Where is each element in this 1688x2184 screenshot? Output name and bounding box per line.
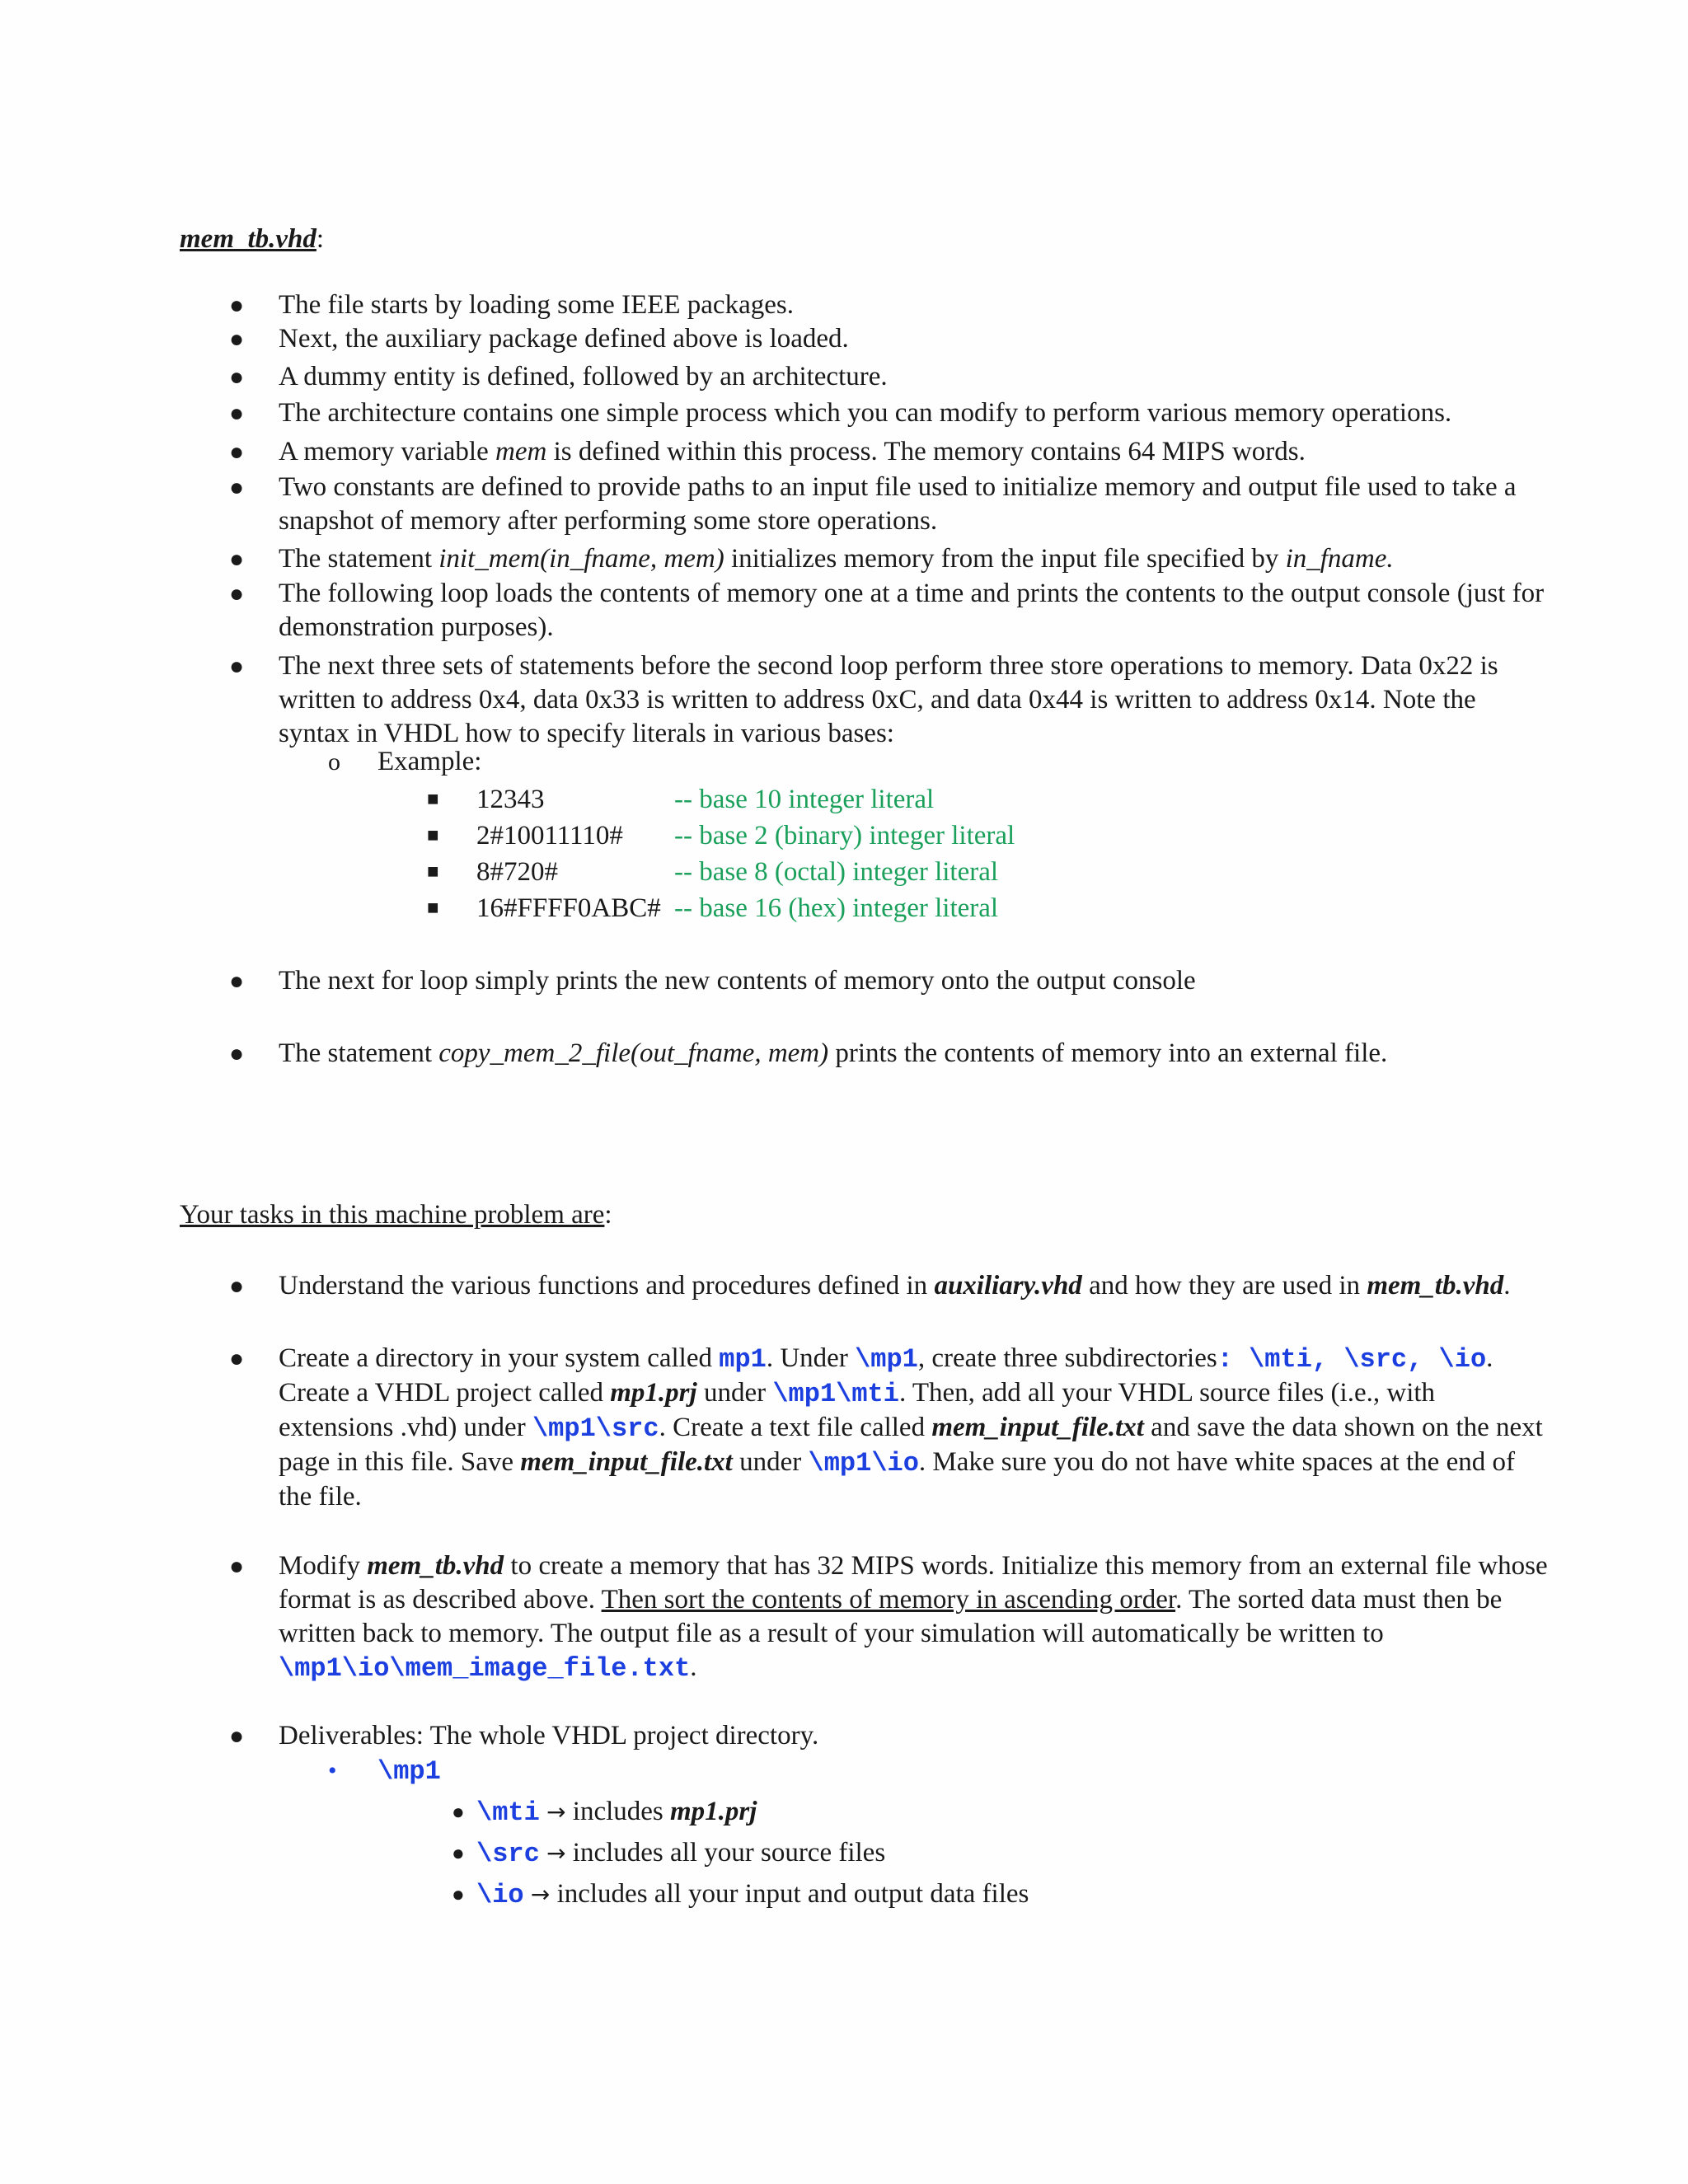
task-item: Create a directory in your system called mp1. Under \mp1, create three subdirectories: \mti, \src, \io. Create a VHDL project called mp1.prj under \mp1\mti. Then, add all your VHDL source files (i.e., with extensions .vhd) under \mp1\src. Create a text file called mem_input_file.txt and save the data shown on the next page in this file. Save mem_input_file.txt under \mp1\io. Make sure you do not have white spaces at the end of the file. xyxy=(279,1343,1543,1511)
bullet-icon: ● xyxy=(229,1040,245,1067)
dir-child: \src → includes all your source files xyxy=(476,1838,886,1869)
square-bullet-icon: ■ xyxy=(427,825,439,846)
list-item: Two constants are defined to provide paths to an input file used to initialize memory and output file used to take a snapshot of memory after performing some store operations. xyxy=(279,472,1517,536)
square-bullet-icon: ■ xyxy=(427,898,439,919)
task-item: Understand the various functions and procedures defined in auxiliary.vhd and how they are used in mem_tb.vhd. xyxy=(279,1271,1511,1301)
section-heading-mem-tb: mem_tb.vhd: xyxy=(180,224,325,254)
section-heading-tasks: Your tasks in this machine problem are: xyxy=(180,1200,612,1230)
square-bullet-icon: ■ xyxy=(427,789,439,810)
list-item: A dummy entity is defined, followed by an architecture. xyxy=(279,362,888,391)
task-item: Modify mem_tb.vhd to create a memory that has 32 MIPS words. Initialize this memory from an external file whose format is as described above. Then sort the contents of memory in ascending order. The sorted data must then be written back to memory. The output file as a result of your simulation will automatically be written to \mp1\io\mem_image_file.txt. xyxy=(279,1551,1548,1684)
dir-child: \mti → includes mp1.prj xyxy=(476,1797,757,1828)
bullet-icon: ● xyxy=(452,1800,465,1824)
literal-value: 2#10011110# xyxy=(476,821,623,851)
list-item: The following loop loads the contents of memory one at a time and prints the contents to the output console (just for demonstration purposes). xyxy=(279,579,1545,642)
bullet-icon: ● xyxy=(452,1841,465,1865)
literal-comment: -- base 10 integer literal xyxy=(674,785,935,814)
literal-comment: -- base 8 (octal) integer literal xyxy=(674,857,999,887)
bullet-icon: ● xyxy=(229,580,245,607)
bullet-icon: ● xyxy=(452,1882,465,1906)
bullet-icon: ● xyxy=(229,400,245,427)
bullet-icon: ● xyxy=(229,968,245,995)
bullet-icon: ● xyxy=(229,292,245,319)
list-item: The next for loop simply prints the new contents of memory onto the output console xyxy=(279,966,1196,996)
task-item: Deliverables: The whole VHDL project directory. xyxy=(279,1721,819,1750)
bullet-icon: ● xyxy=(229,363,245,391)
dir-child: \io → includes all your input and output data files xyxy=(476,1879,1029,1910)
list-item: The file starts by loading some IEEE packages. xyxy=(279,290,794,320)
bullet-icon: ● xyxy=(229,653,245,680)
bullet-icon: ● xyxy=(229,1272,245,1300)
circle-bullet-icon: o xyxy=(328,748,340,776)
list-item: The next three sets of statements before the second loop perform three store operations to memory. Data 0x22 is written to address 0x4, data 0x33 is written to address 0xC, and data 0x44 is written to address 0x14. Note the syntax in VHDL how to specify literals in various bases: xyxy=(279,651,1498,748)
bullet-icon: ● xyxy=(229,474,245,501)
bullet-icon: • xyxy=(328,1757,337,1784)
square-bullet-icon: ■ xyxy=(427,861,439,883)
literal-comment: -- base 2 (binary) integer literal xyxy=(674,821,1015,851)
literal-value: 8#720# xyxy=(476,857,558,887)
bullet-icon: ● xyxy=(229,546,245,573)
literal-value: 16#FFFF0ABC# xyxy=(476,893,661,923)
list-item: Next, the auxiliary package defined above is loaded. xyxy=(279,324,849,354)
bullet-icon: ● xyxy=(229,326,245,353)
example-label: Example: xyxy=(377,747,482,776)
list-item: The statement init_mem(in_fname, mem) initializes memory from the input file specified by in_fname. xyxy=(279,544,1394,574)
list-item: The statement copy_mem_2_file(out_fname, mem) prints the contents of memory into an external file. xyxy=(279,1038,1388,1068)
bullet-icon: ● xyxy=(229,1553,245,1580)
list-item: A memory variable mem is defined within this process. The memory contains 64 MIPS words. xyxy=(279,437,1306,466)
list-item: The architecture contains one simple process which you can modify to perform various memory operations. xyxy=(279,398,1452,428)
literal-comment: -- base 16 (hex) integer literal xyxy=(674,893,999,923)
bullet-icon: ● xyxy=(229,1345,245,1372)
dir-root: \mp1 xyxy=(377,1756,441,1787)
bullet-icon: ● xyxy=(229,438,245,466)
bullet-icon: ● xyxy=(229,1722,245,1750)
literal-value: 12343 xyxy=(476,785,545,814)
